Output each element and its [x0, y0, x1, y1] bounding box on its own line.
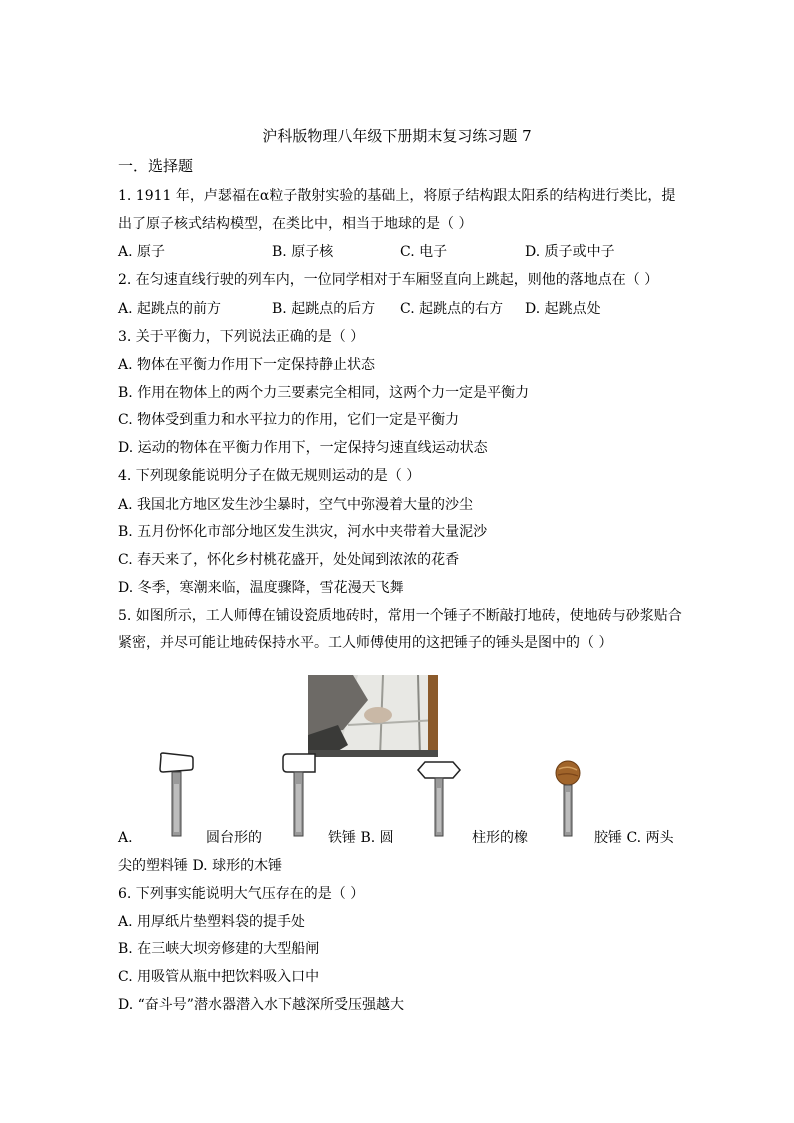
question-3-option-b: B. 作用在物体上的两个力三要素完全相同，这两个力一定是平衡力 — [118, 385, 530, 401]
question-6-option-d: D. “奋斗号”潜水器潜入水下越深所受压强越大 — [118, 997, 404, 1013]
question-4-stem: 4. 下列现象能说明分子在做无规则运动的是（ ） — [118, 468, 421, 484]
question-2-option-c: C. 起跳点的右方 — [400, 301, 504, 317]
question-2-option-a: A. 起跳点的前方 — [118, 301, 222, 317]
question-4-option-d: D. 冬季，寒潮来临，温度骤降，雪花漫天飞舞 — [118, 580, 404, 596]
page-title: 沪科版物理八年级下册期末复习练习题 7 — [262, 127, 532, 145]
sphere-hammer-icon — [554, 760, 584, 842]
question-1-option-a: A. 原子 — [118, 244, 166, 260]
section-heading: 一．选择题 — [118, 157, 194, 175]
question-4-option-b: B. 五月份怀化市部分地区发生洪灾，河水中夹带着大量泥沙 — [118, 524, 488, 540]
question-6-stem: 6. 下列事实能说明大气压存在的是（ ） — [118, 886, 365, 902]
question-4-option-c: C. 春天来了，怀化乡村桃花盛开，处处闻到浓浓的花香 — [118, 552, 460, 568]
question-6-option-c: C. 用吸管从瓶中把饮料吸入口中 — [118, 969, 320, 985]
question-3-stem: 3. 关于平衡力，下列说法正确的是（ ） — [118, 329, 365, 345]
question-6-option-a: A. 用厚纸片垫塑料袋的提手处 — [118, 914, 306, 930]
worker-tiling-photo — [308, 675, 438, 757]
cylinder-hammer-icon — [281, 752, 319, 842]
question-3-option-a: A. 物体在平衡力作用下一定保持静止状态 — [118, 357, 376, 373]
question-5-stem: 5. 如图所示，工人师傅在铺设瓷质地砖时，常用一个锤子不断敲打地砖，使地砖与砂浆贴合 — [118, 608, 682, 624]
question-1-option-b: B. 原子核 — [272, 244, 334, 260]
question-2-option-d: D. 起跳点处 — [525, 301, 601, 317]
question-1-option-d: D. 质子或中子 — [525, 244, 615, 260]
question-1-stem: 1. 1911 年，卢瑟福在α粒子散射实验的基础上，将原子结构跟太阳系的结构进行类比，提 — [118, 188, 676, 204]
question-2-stem: 2. 在匀速直线行驶的列车内，一位同学相对于车厢竖直向上跳起，则他的落地点在（ ） — [118, 272, 659, 288]
question-2-option-b: B. 起跳点的后方 — [272, 301, 376, 317]
question-5-caption-seg1: 圆台形的 — [206, 830, 262, 846]
question-1-option-c: C. 电子 — [400, 244, 448, 260]
question-5-stem-cont: 紧密，并尽可能让地砖保持水平。工人师傅使用的这把锤子的锤头是图中的（ ） — [118, 635, 613, 651]
question-5-option-a-marker: A. — [118, 830, 133, 846]
truncated-cone-hammer-icon — [158, 750, 196, 842]
question-5-caption-end: 尖的塑料锤 D. 球形的木锤 — [118, 858, 283, 874]
question-3-option-d: D. 运动的物体在平衡力作用下，一定保持匀速直线运动状态 — [118, 440, 488, 456]
question-6-option-b: B. 在三峡大坝旁修建的大型船闸 — [118, 941, 320, 957]
question-1-stem-cont: 出了原子核式结构模型，在类比中，相当于地球的是（ ） — [118, 216, 473, 232]
question-5-caption-seg3: 柱形的橡 — [472, 830, 528, 846]
question-5-caption-seg2: 铁锤 B. 圆 — [328, 830, 394, 846]
question-5-caption-seg4: 胶锤 C. 两头 — [594, 830, 674, 846]
question-3-option-c: C. 物体受到重力和水平拉力的作用，它们一定是平衡力 — [118, 412, 460, 428]
question-4-option-a: A. 我国北方地区发生沙尘暴时，空气中弥漫着大量的沙尘 — [118, 497, 474, 513]
double-pointed-hammer-icon — [416, 760, 462, 842]
